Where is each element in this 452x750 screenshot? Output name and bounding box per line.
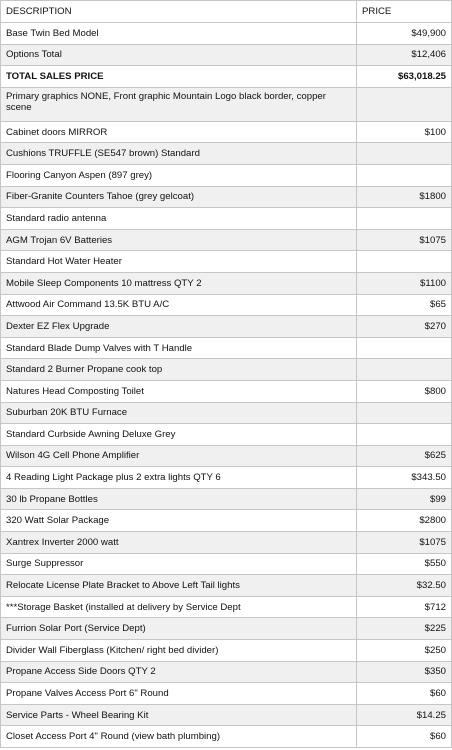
item-price: $63,018.25 — [357, 66, 452, 88]
table-row — [1, 402, 452, 424]
item-price — [357, 164, 452, 186]
item-description: Standard Hot Water Heater — [1, 251, 357, 273]
item-description: Options Total — [1, 44, 357, 66]
item-price: $350 — [357, 661, 452, 683]
item-description: Furrion Solar Port (Service Dept) — [1, 618, 357, 640]
table-row — [1, 553, 452, 575]
table-row — [1, 640, 452, 662]
item-price: $49,900 — [357, 23, 452, 45]
item-description: Natures Head Composting Toilet — [1, 380, 357, 402]
item-price: $250 — [357, 640, 452, 662]
table-row — [1, 488, 452, 510]
item-description: Primary graphics NONE, Front graphic Mountain Logo black border, copper scene — [1, 87, 357, 121]
table-row — [1, 380, 452, 402]
table-row — [1, 251, 452, 273]
item-description: Attwood Air Command 13.5K BTU A/C — [1, 294, 357, 316]
item-price — [357, 251, 452, 273]
item-description: Xantrex Inverter 2000 watt — [1, 532, 357, 554]
item-description: Dexter EZ Flex Upgrade — [1, 316, 357, 338]
item-description: 30 lb Propane Bottles — [1, 488, 357, 510]
item-price: $343.50 — [357, 467, 452, 489]
description-column-header: DESCRIPTION — [1, 1, 357, 23]
item-description: ***Storage Basket (installed at delivery by Service Dept — [1, 596, 357, 618]
item-description: Service Parts - Wheel Bearing Kit — [1, 704, 357, 726]
item-price: $1075 — [357, 229, 452, 251]
item-description: Suburban 20K BTU Furnace — [1, 402, 357, 424]
table-row — [1, 164, 452, 186]
item-description: Divider Wall Fiberglass (Kitchen/ right bed divider) — [1, 640, 357, 662]
table-row — [1, 575, 452, 597]
item-price: $60 — [357, 726, 452, 748]
item-description: Wilson 4G Cell Phone Amplifier — [1, 445, 357, 467]
item-description: TOTAL SALES PRICE — [1, 66, 357, 88]
item-price: $100 — [357, 121, 452, 143]
item-price: $1800 — [357, 186, 452, 208]
item-description: Closet Access Port 4" Round (view bath plumbing) — [1, 726, 357, 748]
table-row — [1, 683, 452, 705]
item-description: Propane Valves Access Port 6" Round — [1, 683, 357, 705]
item-price: $270 — [357, 316, 452, 338]
item-description: Standard 2 Burner Propane cook top — [1, 359, 357, 381]
table-row — [1, 618, 452, 640]
item-description: Relocate License Plate Bracket to Above Left Tail lights — [1, 575, 357, 597]
item-description: Cabinet doors MIRROR — [1, 121, 357, 143]
item-description: Cushions TRUFFLE (SE547 brown) Standard — [1, 143, 357, 165]
item-price — [357, 337, 452, 359]
header-row — [1, 1, 452, 23]
item-description: Mobile Sleep Components 10 mattress QTY 2 — [1, 272, 357, 294]
table-row — [1, 359, 452, 381]
item-price: $800 — [357, 380, 452, 402]
item-price: $225 — [357, 618, 452, 640]
item-price: $99 — [357, 488, 452, 510]
table-row — [1, 510, 452, 532]
item-description: Base Twin Bed Model — [1, 23, 357, 45]
table-row — [1, 229, 452, 251]
table-row — [1, 208, 452, 230]
item-description: 4 Reading Light Package plus 2 extra lights QTY 6 — [1, 467, 357, 489]
item-price — [357, 143, 452, 165]
item-price — [357, 359, 452, 381]
table-row — [1, 704, 452, 726]
item-description: Standard radio antenna — [1, 208, 357, 230]
item-description: Standard Curbside Awning Deluxe Grey — [1, 424, 357, 446]
table-row — [1, 87, 452, 121]
table-row — [1, 121, 452, 143]
table-row — [1, 445, 452, 467]
item-price: $712 — [357, 596, 452, 618]
table-row — [1, 661, 452, 683]
table-row — [1, 424, 452, 446]
table-row — [1, 532, 452, 554]
item-description: Surge Suppressor — [1, 553, 357, 575]
item-description: Standard Blade Dump Valves with T Handle — [1, 337, 357, 359]
table-row — [1, 467, 452, 489]
item-description: AGM Trojan 6V Batteries — [1, 229, 357, 251]
item-price: $2800 — [357, 510, 452, 532]
item-description: Flooring Canyon Aspen (897 grey) — [1, 164, 357, 186]
item-price — [357, 87, 452, 121]
item-price: $12,406 — [357, 44, 452, 66]
item-price: $32.50 — [357, 575, 452, 597]
table-row — [1, 44, 452, 66]
table-row — [1, 294, 452, 316]
item-price: $60 — [357, 683, 452, 705]
table-row — [1, 143, 452, 165]
item-price: $550 — [357, 553, 452, 575]
table-row — [1, 186, 452, 208]
item-price: $1075 — [357, 532, 452, 554]
item-price: $625 — [357, 445, 452, 467]
item-price — [357, 402, 452, 424]
table-body — [1, 23, 452, 748]
item-description: 320 Watt Solar Package — [1, 510, 357, 532]
item-description: Fiber-Granite Counters Tahoe (grey gelcoat) — [1, 186, 357, 208]
item-price — [357, 208, 452, 230]
table-row — [1, 66, 452, 88]
table-row — [1, 272, 452, 294]
table-row — [1, 316, 452, 338]
table-row — [1, 23, 452, 45]
item-price: $65 — [357, 294, 452, 316]
item-description: Propane Access Side Doors QTY 2 — [1, 661, 357, 683]
table-row — [1, 596, 452, 618]
price-column-header: PRICE — [357, 1, 452, 23]
item-price: $1100 — [357, 272, 452, 294]
table-row — [1, 726, 452, 748]
item-price — [357, 424, 452, 446]
item-price: $14.25 — [357, 704, 452, 726]
table-row — [1, 337, 452, 359]
